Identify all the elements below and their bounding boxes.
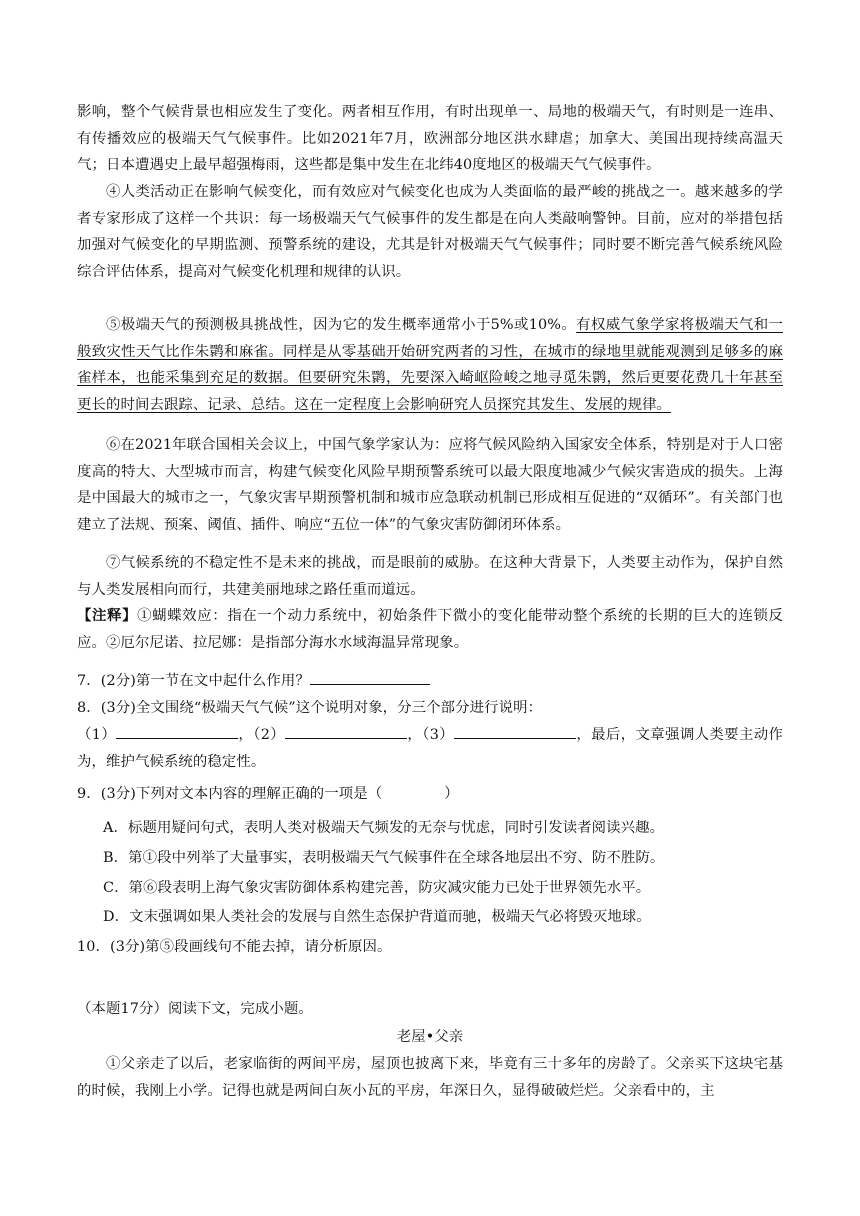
section-intro: （本题17分）阅读下文，完成小题。 [77,1001,313,1017]
paragraph-6: ⑥在2021年联合国相关会议上，中国气象学家认为：应将气候风险纳入国家安全体系，特别是对于人口密度高的特大、大型城市而言，构建气候变化风险早期预警系统可以最大限度地减少气候灾害造成的损失。上海是中国最大的城市之一，气象灾害早期预警机制和城市应急联动机制已形成相互促进的“双循环”。有关部门也建立了法规、预案、阈值、插件、响应“五位一体”的气象灾害防御闭环体系。 [77,437,783,533]
answer-blank-q7[interactable] [310,668,430,685]
paragraph-5 [77,312,783,418]
answer-blank-q8-2[interactable] [285,722,407,739]
question-8-blanks [77,722,783,775]
option-b[interactable]: B．第①段中列举了大量事实，表明极端天气气候事件在全球各地层出不穷、防不胜防。 [103,850,665,866]
q8-label-2: ，（2） [238,727,286,743]
question-10: 10．(3分)第⑤段画线句不能去掉，请分析原因。 [77,939,392,955]
question-9-text: 9．(3分)下列对文本内容的理解正确的一项是（ [77,786,383,802]
question-8: 8．(3分)全文围绕“极端天气气候”这个说明对象，分三个部分进行说明： [77,700,543,716]
question-9-close: ） [444,786,459,802]
q8-label-1: （1） [77,727,117,743]
story-title: 老屋•父亲 [396,1029,464,1045]
paragraph-4: ④人类活动正在影响气候变化，而有效应对气候变化也成为人类面临的最严峻的挑战之一。越来越多的学者专家形成了这样一个共识：每一场极端天气气候事件的发生都是在向人类敲响警钟。目前，应对的举措包括加强对气候变化的早期监测、预警系统的建设，尤其是针对极端天气气候事件；同时要不断完善气候系统风险综合评估体系，提高对气候变化机理和规律的认识。 [77,184,783,280]
question-9 [77,781,459,808]
question-7-text: 7．(2分)第一节在文中起什么作用？ [77,673,310,689]
note-text: ①蝴蝶效应：指在一个动力系统中，初始条件下微小的变化能带动整个系统的长期的巨大的连锁反应。②厄尔尼诺、拉尼娜：是指部分海水水域海温异常现象。 [77,608,783,651]
paragraph-5-plain: ⑤极端天气的预测极具挑战性，因为它的发生概率通常小于5%或10%。 [106,317,577,333]
question-7 [77,668,430,695]
q8-tail: ，最后，文章强调人类要主动作为，维护气候系统的稳定性。 [77,727,783,770]
answer-blank-q8-3[interactable] [454,722,576,739]
q8-label-3: ，（3） [407,727,455,743]
story-paragraph-1: ①父亲走了以后，老家临街的两间平房，屋顶也披离下来，毕竟有三十多年的房龄了。父亲买下这块宅基的时候，我刚上小学。记得也就是两间白灰小瓦的平房，年深日久，显得破破烂烂。父亲看中的，主 [77,1056,783,1099]
paragraph-7: ⑦气候系统的不稳定性不是未来的挑战，而是眼前的威胁。在这种大背景下，人类要主动作为，保护自然与人类发展相向而行，共建美丽地球之路任重而道远。 [77,555,783,598]
annotation-note [77,603,783,656]
note-label: 【注释】 [77,607,138,624]
option-c[interactable]: C．第⑥段表明上海气象灾害防御体系构建完善，防灾减灾能力已处于世界领先水平。 [103,880,651,896]
paragraph-continuation: 影响，整个气候背景也相应发生了变化。两者相互作用，有时出现单一、局地的极端天气，有时则是一连串、有传播效应的极端天气气候事件。比如2021年7月，欧洲部分地区洪水肆虐；加拿大、美国出现持续高温天气；日本遭遇史上最早超强梅雨，这些都是集中发生在北纬40度地区的极端天气气候事件。 [77,104,783,173]
option-a[interactable]: A．标题用疑问句式，表明人类对极端天气频发的无奈与忧虑，同时引发读者阅读兴趣。 [103,820,665,836]
answer-blank-q8-1[interactable] [116,722,238,739]
option-d[interactable]: D．文末强调如果人类社会的发展与自然生态保护背道而驰，极端天气必将毁灭地球。 [103,909,651,925]
paragraph-5-underlined: 有权威气象学家将极端天气和一般致灾性天气比作朱鹮和麻雀。同样是从零基础开始研究两者的习性，在城市的绿地里就能观测到足够多的麻雀样本，也能采集到充足的数据。但要研究朱鹮，先要深入崎岖险峻之地寻觅朱鹮，然后更要花费几十年甚至更长的时间去跟踪、记录、总结。这在一定程度上会影响研究人员探究其发生、发展的规律。 [77,317,783,413]
